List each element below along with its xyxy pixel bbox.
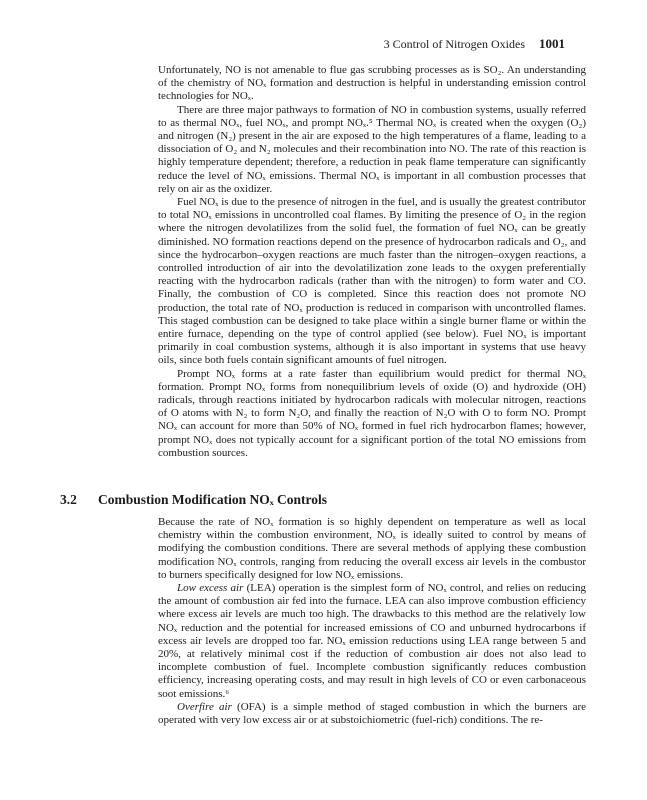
body-text-after-section — [158, 516, 586, 727]
chapter-title: 3 Control of Nitrogen Oxides — [383, 37, 525, 51]
paragraph-lea — [158, 582, 586, 701]
paragraph: Prompt NOₓ forms at a rate faster than equilibrium would predict for thermal NOₓ formation. Prompt NOₓ forms from nonequilibrium levels of oxide (O) and hydroxide (OH) radicals, through reactions initiated by hydrocarbon radicals with molecular nitrogen, reactions of O atoms with N₂ to form N₂O, and finally the reaction of N₂O with O to form NO. Prompt NOₓ can account for more than 50% of NOₓ formed in fuel rich hydrocarbon flames; however, prompt NOₓ does not typically account for a significant portion of the total NO emissions from combustion sources. — [158, 367, 586, 459]
page-number: 1001 — [539, 36, 565, 51]
term-overfire-air: Overfire air — [177, 700, 232, 713]
lea-text: (LEA) operation is the simplest form of NOₓ control, and relies on reducing the amount of combustion air fed into the furnace. LEA can also improve combustion efficiency where excess air levels are much too high. The drawbacks to this method are the relatively low NOₓ reduction and the potential for increased emissions of CO and unburned hydrocarbons if excess air levels are dropped too far. NOₓ emission reductions using LEA range between 5 and 20%, at relatively minimal cost if the reduction of combustion air does not also lead to incomplete combustion of fuel. Incomplete combustion significantly reduces combustion efficiency, increasing operating costs, and may result in high levels of CO or even carbonaceous soot emissions.⁶ — [158, 582, 586, 700]
ofa-text: (OFA) is a simple method of staged combustion in which the burners are operated with very low excess air or at substoichiometric (fuel-rich) conditions. The re- — [158, 700, 587, 727]
paragraph: Fuel NOₓ is due to the presence of nitrogen in the fuel, and is usually the greatest contributor to total NOₓ emissions in uncontrolled coal flames. By limiting the presence of O₂ in the region where the nitrogen devolatilizes from the solid fuel, the formation of fuel NOₓ can be greatly diminished. NO formation reactions depend on the presence of hydrocarbon radicals and O₂, and since the hydrocarbon–oxygen reactions are much faster than the nitrogen–oxygen reactions, a controlled introduction of air into the devolatilization zone leads to the oxygen preferentially reacting with the hydrocarbon radicals (rather than with the nitrogen) to form water and CO. Finally, the combustion of CO is completed. Since this reaction does not promote NO production, the total rate of NOₓ production is reduced in comparison with uncontrolled flames. This staged combustion can be designed to take place within a single burner flame or within the entire furnace, depending on the type of control applied (see below). Fuel NOₓ is important primarily in coal combustion systems, although it is also important in systems that use heavy oils, since both fuels contain significant amounts of fuel nitrogen. — [158, 196, 586, 367]
term-low-excess-air: Low excess air — [177, 582, 244, 595]
running-head — [0, 37, 565, 51]
paragraph: There are three major pathways to formation of NO in combustion systems, usually referred to as thermal NOₓ, fuel NOₓ, and prompt NOₓ.⁵ Thermal NOₓ is created when the oxygen (O₂) and nitrogen (N₂) present in the air are exposed to the high temperatures of a flame, leading to a dissociation of O₂ and N₂ molecules and their recombination into NO. The rate of this reaction is highly temperature dependent; therefore, a reduction in peak flame temperature can significantly reduce the level of NOₓ emissions. Thermal NOₓ is important in all combustion processes that rely on air as the oxidizer. — [158, 103, 586, 195]
paragraph: Because the rate of NOₓ formation is so highly dependent on temperature as well as local chemistry within the combustion environment, NOₓ is ideally suited to control by means of modifying the combustion conditions. There are several methods of applying these combustion modification NOₓ controls, ranging from reducing the overall excess air levels in the combustor to burners specifically designed for low NOₓ emissions. — [158, 516, 586, 581]
paragraph: Unfortunately, NO is not amenable to flue gas scrubbing processes as is SO₂. An understanding of the chemistry of NOₓ formation and destruction is helpful in understanding emission control technologies for NOₓ. — [158, 64, 586, 103]
paragraph-ofa — [158, 701, 586, 727]
section-heading — [60, 492, 327, 508]
section-title: Combustion Modification NOₓ Controls — [98, 492, 328, 507]
body-text-before-section — [158, 64, 586, 460]
section-number: 3.2 — [60, 492, 77, 507]
